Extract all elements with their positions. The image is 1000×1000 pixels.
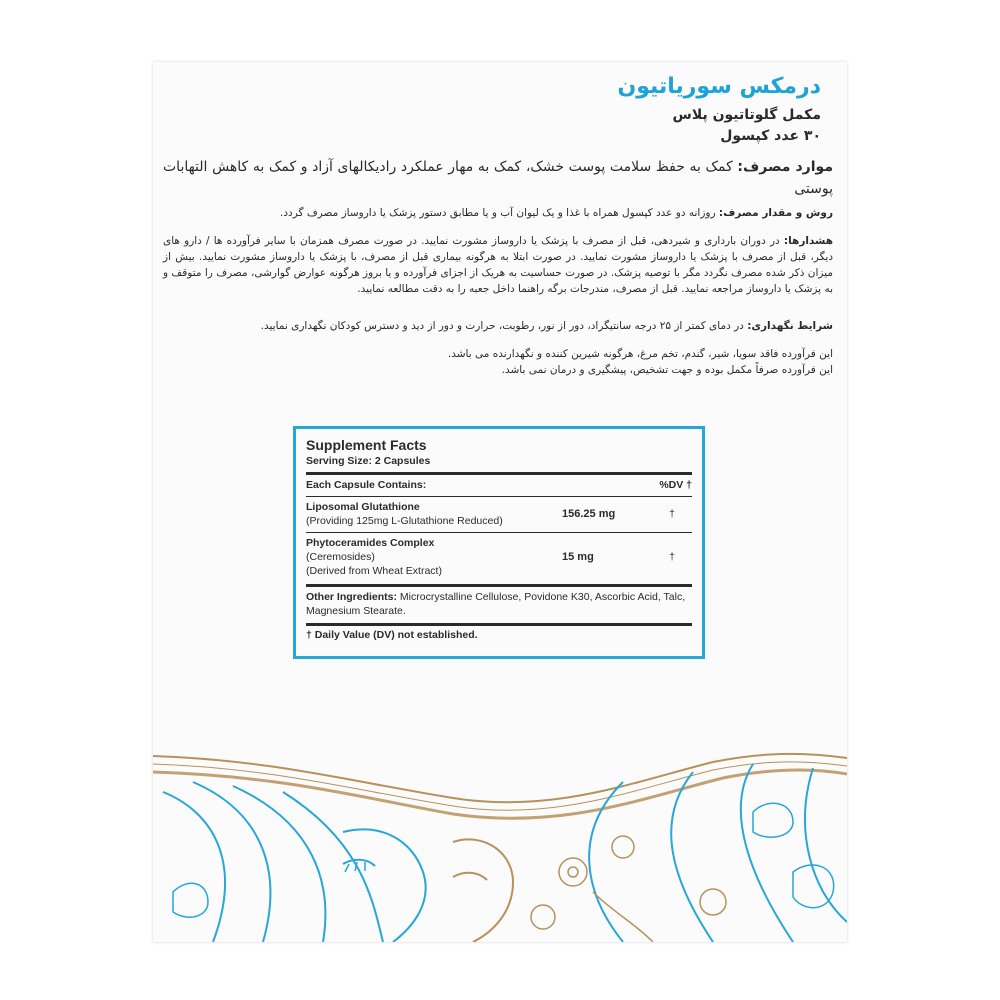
facts-heading: Supplement Facts	[306, 437, 427, 453]
ingredient-name: Liposomal Glutathione	[306, 501, 420, 513]
dv-footnote: † Daily Value (DV) not established.	[306, 629, 478, 641]
column-contains: Each Capsule Contains:	[306, 479, 427, 491]
floral-line-art-illustration	[153, 752, 847, 942]
dosage-text: روزانه دو عدد کپسول همراه با غذا و یک لیوان آب و یا مطابق دستور پزشک یا داروساز مصرف گردد.	[280, 207, 719, 219]
ingredient-dv: †	[669, 508, 675, 520]
uses-text: کمک به حفظ سلامت پوست خشک، کمک به مهار عملکرد رادیکالهای آزاد و کمک به کاهش التهابات پوستی	[163, 159, 833, 197]
uses-section	[163, 156, 833, 200]
disclaimer-statement: این فرآورده صرفاً مکمل بوده و جهت تشخیص، پیشگیری و درمان نمی باشد.	[501, 364, 833, 376]
dosage-label: روش و مقدار مصرف:	[718, 207, 833, 219]
facts-column-header	[306, 475, 692, 496]
warnings-section	[163, 233, 833, 297]
supplement-facts-panel	[293, 426, 705, 659]
capsule-count: ۳۰ عدد کپسول	[720, 128, 821, 144]
brand-title: درمکس سوریاتیون	[617, 74, 821, 99]
ingredient-detail: (Derived from Wheat Extract)	[306, 565, 442, 577]
uses-label: موارد مصرف:	[737, 159, 833, 175]
serving-size: Serving Size: 2 Capsules	[306, 455, 431, 467]
ingredient-row	[306, 533, 692, 584]
ingredient-amount: 15 mg	[562, 551, 594, 563]
ingredient-row	[306, 497, 692, 532]
storage-section	[163, 318, 833, 334]
allergen-statement: این فرآورده فاقد سویا، شیر، گندم، تخم مرغ، هرگونه شیرین کننده و نگهدارنده می باشد.	[447, 348, 833, 360]
ingredient-detail: (Ceremosides)	[306, 551, 375, 563]
dosage-section	[163, 205, 833, 221]
product-subtitle: مکمل گلوتاتیون پلاس	[672, 107, 821, 123]
storage-text: در دمای کمتر از ۲۵ درجه سانتیگراد، دور از نور، رطوبت، حرارت و دور از دید و دسترس کودکان نگهداری نمایید.	[260, 320, 748, 332]
other-text: Microcrystalline Cellulose, Povidone K30, Ascorbic Acid, Talc, Magnesium Stearate.	[306, 591, 686, 617]
ingredient-amount: 156.25 mg	[562, 508, 616, 520]
ingredient-detail: (Providing 125mg L-Glutathione Reduced)	[306, 515, 503, 527]
storage-label: شرایط نگهداری:	[747, 320, 833, 332]
package-back-panel	[153, 62, 847, 942]
other-ingredients	[306, 587, 692, 623]
warning-label: هشدارها:	[783, 235, 833, 247]
column-dv: %DV †	[659, 479, 692, 491]
warning-text: در دوران بارداری و شیردهی، قبل از مصرف با پزشک یا داروساز مشورت نمایید. در صورت مصرف همزمان با سایر فرآورده ها / دارو های دیگر، قبل از مصرف با پزشک یا داروساز مشورت نمایید. در صورت ابتلا به هرگونه بیماری قبل از مصرف، با پزشک یا داروساز مشورت نمایید. بیش از میزان ذکر شده مصرف نگردد مگر با توصیه پزشک. در صورت حساسیت به هریک از اجزای فرآورده و یا بروز هرگونه عوارض گوارشی، مصرف را متوقف و به پزشک یا داروساز مراجعه نمایید. قبل از مصرف، مندرجات برگه راهنما داخل جعبه را به دقت مطالعه نمایید.	[163, 235, 833, 295]
ingredient-name: Phytoceramides Complex	[306, 537, 435, 549]
ingredient-dv: †	[669, 551, 675, 563]
other-label: Other Ingredients:	[306, 591, 398, 603]
